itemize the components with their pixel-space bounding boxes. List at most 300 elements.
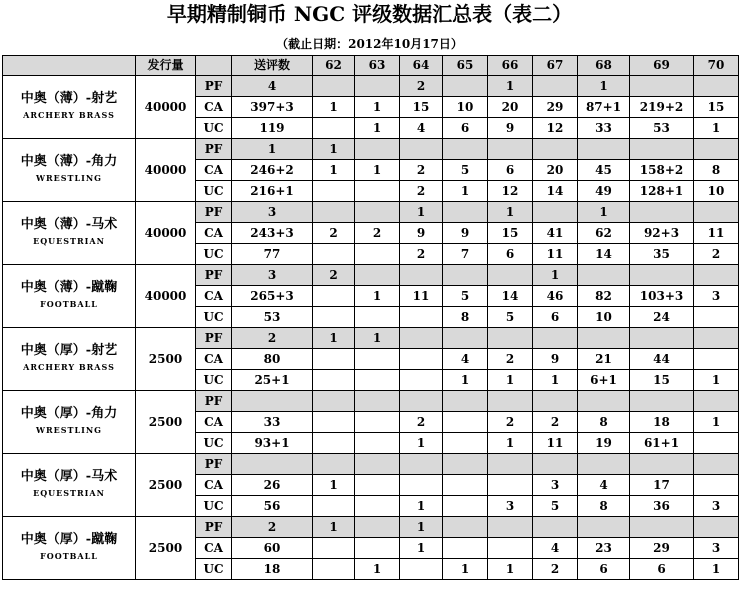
grade-count-cell — [488, 517, 533, 538]
grade-count-cell: 1 — [355, 328, 400, 349]
grade-count-cell — [488, 265, 533, 286]
submitted-count-cell: 265+3 — [232, 286, 313, 307]
table-row — [3, 139, 739, 160]
grade-count-cell — [313, 370, 355, 391]
grade-count-cell: 1 — [443, 370, 488, 391]
submitted-count-cell: 397+3 — [232, 97, 313, 118]
grade-count-cell: 1 — [443, 559, 488, 580]
submitted-count-cell: 4 — [232, 76, 313, 97]
grade-count-cell: 9 — [443, 223, 488, 244]
table-body — [3, 76, 739, 580]
table-row — [3, 391, 739, 412]
grade-type-cell: UC — [196, 370, 232, 391]
coin-name-chinese: 中奥（薄）-角力 — [20, 154, 118, 169]
grade-count-cell: 1 — [694, 370, 739, 391]
grade-count-cell: 3 — [694, 286, 739, 307]
table-row — [3, 202, 739, 223]
grade-type-cell: PF — [196, 139, 232, 160]
grade-count-cell: 6 — [630, 559, 694, 580]
table-row — [3, 517, 739, 538]
grade-count-cell: 3 — [533, 475, 578, 496]
grade-count-cell — [443, 433, 488, 454]
grade-count-cell — [443, 412, 488, 433]
grade-count-cell: 14 — [488, 286, 533, 307]
grade-count-cell — [355, 307, 400, 328]
grade-count-cell — [400, 475, 443, 496]
grade-count-cell — [694, 475, 739, 496]
grade-count-cell: 6 — [443, 118, 488, 139]
grade-count-cell — [533, 202, 578, 223]
coin-name-cell — [3, 517, 136, 580]
grade-count-cell: 14 — [578, 244, 630, 265]
grade-count-cell: 1 — [313, 328, 355, 349]
grade-count-cell — [313, 349, 355, 370]
coin-name-cell — [3, 265, 136, 328]
submitted-count-cell: 3 — [232, 265, 313, 286]
grade-type-cell: UC — [196, 118, 232, 139]
grade-count-cell — [313, 454, 355, 475]
coin-name-cell — [3, 454, 136, 517]
grade-count-cell: 2 — [488, 412, 533, 433]
grade-count-cell — [694, 433, 739, 454]
grade-count-cell: 23 — [578, 538, 630, 559]
grade-header: 66 — [488, 56, 533, 76]
grade-count-cell — [355, 265, 400, 286]
grade-count-cell: 1 — [355, 559, 400, 580]
grade-count-cell: 1 — [488, 202, 533, 223]
grade-count-cell: 3 — [694, 496, 739, 517]
grade-count-cell: 1 — [355, 160, 400, 181]
grade-count-cell: 1 — [400, 202, 443, 223]
grade-count-cell: 11 — [694, 223, 739, 244]
grade-type-cell: PF — [196, 391, 232, 412]
mintage-header: 发行量 — [136, 56, 196, 76]
mintage-cell: 2500 — [136, 328, 196, 391]
grade-type-cell: UC — [196, 307, 232, 328]
coin-name-english: EQUESTRIAN — [33, 236, 105, 246]
mintage-cell: 40000 — [136, 202, 196, 265]
submitted-count-cell: 1 — [232, 139, 313, 160]
grade-count-cell: 128+1 — [630, 181, 694, 202]
grade-count-cell — [630, 202, 694, 223]
grade-count-cell: 1 — [400, 433, 443, 454]
grade-count-cell: 29 — [533, 97, 578, 118]
grade-count-cell — [630, 139, 694, 160]
grade-count-cell: 4 — [400, 118, 443, 139]
grade-count-cell: 15 — [694, 97, 739, 118]
grade-count-cell: 2 — [313, 223, 355, 244]
grade-count-cell — [443, 391, 488, 412]
grade-count-cell — [355, 412, 400, 433]
grade-count-cell: 9 — [400, 223, 443, 244]
grade-count-cell — [533, 328, 578, 349]
grade-count-cell: 1 — [313, 475, 355, 496]
grade-count-cell: 3 — [694, 538, 739, 559]
grade-count-cell: 2 — [400, 76, 443, 97]
grade-count-cell: 1 — [313, 517, 355, 538]
grade-count-cell: 19 — [578, 433, 630, 454]
grade-count-cell: 29 — [630, 538, 694, 559]
grade-type-cell: CA — [196, 349, 232, 370]
grade-count-cell: 62 — [578, 223, 630, 244]
grade-count-cell — [443, 517, 488, 538]
grade-count-cell — [443, 496, 488, 517]
grade-count-cell: 36 — [630, 496, 694, 517]
grade-count-cell: 1 — [355, 286, 400, 307]
grade-type-cell: PF — [196, 265, 232, 286]
coin-name-chinese: 中奥（厚）-射艺 — [20, 343, 118, 358]
grade-count-cell — [313, 391, 355, 412]
grade-count-cell: 1 — [488, 370, 533, 391]
grade-count-cell — [400, 559, 443, 580]
grade-count-cell — [355, 76, 400, 97]
grade-count-cell — [578, 139, 630, 160]
grade-count-cell — [313, 76, 355, 97]
grade-count-cell: 11 — [533, 244, 578, 265]
grade-type-cell: CA — [196, 475, 232, 496]
submitted-count-cell: 60 — [232, 538, 313, 559]
submitted-count-cell: 2 — [232, 517, 313, 538]
grade-count-cell: 1 — [578, 76, 630, 97]
grade-count-cell: 33 — [578, 118, 630, 139]
grade-count-cell — [355, 370, 400, 391]
grade-count-cell: 1 — [533, 265, 578, 286]
submitted-count-cell: 56 — [232, 496, 313, 517]
grade-count-cell: 103+3 — [630, 286, 694, 307]
submitted-count-cell: 119 — [232, 118, 313, 139]
grade-count-cell — [533, 517, 578, 538]
mintage-cell: 2500 — [136, 391, 196, 454]
grade-count-cell — [400, 370, 443, 391]
submitted-count-cell: 216+1 — [232, 181, 313, 202]
grade-count-cell: 2 — [400, 244, 443, 265]
grade-count-cell — [694, 391, 739, 412]
coin-name-cell — [3, 391, 136, 454]
grade-header: 65 — [443, 56, 488, 76]
grade-count-cell — [694, 76, 739, 97]
grade-count-cell: 2 — [400, 412, 443, 433]
coin-name-chinese: 中奥（厚）-角力 — [20, 406, 118, 421]
coin-name-cell — [3, 328, 136, 391]
grade-count-cell: 53 — [630, 118, 694, 139]
grade-count-cell: 1 — [694, 118, 739, 139]
grade-type-cell: UC — [196, 496, 232, 517]
grade-count-cell — [630, 391, 694, 412]
grade-count-cell — [443, 454, 488, 475]
grade-header: 70 — [694, 56, 739, 76]
table-row — [3, 265, 739, 286]
grade-count-cell — [488, 538, 533, 559]
grade-count-cell: 2 — [533, 559, 578, 580]
grade-type-cell: CA — [196, 412, 232, 433]
grade-count-cell — [443, 202, 488, 223]
grade-count-cell: 1 — [694, 412, 739, 433]
grade-type-cell: PF — [196, 76, 232, 97]
grade-count-cell: 15 — [630, 370, 694, 391]
grade-count-cell: 87+1 — [578, 97, 630, 118]
grade-count-cell — [443, 328, 488, 349]
coin-name-english: ARCHERY BRASS — [23, 362, 115, 372]
grade-count-cell: 11 — [400, 286, 443, 307]
grade-count-cell: 2 — [355, 223, 400, 244]
grade-type-cell: UC — [196, 433, 232, 454]
grade-count-cell: 2 — [313, 265, 355, 286]
grade-count-cell — [313, 181, 355, 202]
grade-count-cell — [694, 265, 739, 286]
submitted-count-cell: 93+1 — [232, 433, 313, 454]
mintage-cell: 40000 — [136, 76, 196, 139]
grade-count-cell: 10 — [694, 181, 739, 202]
grade-count-cell — [355, 496, 400, 517]
grade-count-cell: 2 — [400, 181, 443, 202]
grade-count-cell: 44 — [630, 349, 694, 370]
grade-count-cell: 2 — [400, 160, 443, 181]
grade-header: 64 — [400, 56, 443, 76]
grade-count-cell: 61+1 — [630, 433, 694, 454]
grade-count-cell — [694, 307, 739, 328]
coin-name-chinese: 中奥（薄）-马术 — [20, 217, 118, 232]
submitted-count-cell: 3 — [232, 202, 313, 223]
grade-count-cell — [694, 454, 739, 475]
grade-count-cell: 2 — [694, 244, 739, 265]
grade-count-cell: 41 — [533, 223, 578, 244]
coin-name-cell — [3, 76, 136, 139]
grade-count-cell — [694, 349, 739, 370]
grade-count-cell: 219+2 — [630, 97, 694, 118]
grade-count-cell: 6 — [488, 160, 533, 181]
grade-count-cell — [355, 454, 400, 475]
grade-count-cell — [533, 76, 578, 97]
grade-count-cell — [313, 496, 355, 517]
grade-count-cell — [400, 391, 443, 412]
grade-count-cell: 3 — [488, 496, 533, 517]
grade-count-cell — [313, 118, 355, 139]
grade-count-cell — [578, 391, 630, 412]
grade-count-cell — [630, 454, 694, 475]
grade-count-cell — [400, 265, 443, 286]
grade-count-cell — [533, 454, 578, 475]
grade-count-cell — [443, 538, 488, 559]
coin-name-header — [3, 56, 136, 76]
coin-name-cell — [3, 139, 136, 202]
grade-count-cell: 14 — [533, 181, 578, 202]
grade-count-cell: 2 — [533, 412, 578, 433]
grade-type-cell: UC — [196, 244, 232, 265]
table-row — [3, 328, 739, 349]
mintage-cell: 2500 — [136, 454, 196, 517]
grade-count-cell: 92+3 — [630, 223, 694, 244]
grade-count-cell — [313, 538, 355, 559]
grade-count-cell: 17 — [630, 475, 694, 496]
grade-count-cell: 20 — [488, 97, 533, 118]
mintage-cell: 40000 — [136, 265, 196, 328]
grade-count-cell — [488, 391, 533, 412]
type-header — [196, 56, 232, 76]
coin-name-chinese: 中奥（薄）-射艺 — [20, 91, 118, 106]
submitted-count-cell: 246+2 — [232, 160, 313, 181]
submitted-count-cell: 243+3 — [232, 223, 313, 244]
grade-header: 63 — [355, 56, 400, 76]
grade-header: 68 — [578, 56, 630, 76]
grade-count-cell — [313, 307, 355, 328]
grade-count-cell: 4 — [578, 475, 630, 496]
grade-count-cell — [533, 391, 578, 412]
grade-count-cell: 1 — [488, 433, 533, 454]
grade-count-cell — [400, 349, 443, 370]
grade-count-cell: 1 — [355, 118, 400, 139]
grade-header: 62 — [313, 56, 355, 76]
grade-count-cell: 8 — [578, 412, 630, 433]
grade-count-cell — [488, 454, 533, 475]
grade-count-cell — [694, 517, 739, 538]
coin-name-english: FOOTBALL — [40, 299, 98, 309]
grade-type-cell: CA — [196, 160, 232, 181]
grade-count-cell — [313, 433, 355, 454]
grade-count-cell — [630, 265, 694, 286]
grade-count-cell — [313, 412, 355, 433]
submitted-count-cell: 33 — [232, 412, 313, 433]
grade-count-cell: 21 — [578, 349, 630, 370]
grade-count-cell: 2 — [488, 349, 533, 370]
grade-count-cell: 46 — [533, 286, 578, 307]
grade-count-cell — [400, 454, 443, 475]
grade-count-cell: 35 — [630, 244, 694, 265]
submitted-count-cell: 26 — [232, 475, 313, 496]
grade-type-cell: CA — [196, 223, 232, 244]
grade-count-cell: 1 — [694, 559, 739, 580]
grade-count-cell — [355, 433, 400, 454]
grade-count-cell: 11 — [533, 433, 578, 454]
grade-count-cell: 1 — [313, 160, 355, 181]
grade-count-cell: 1 — [443, 181, 488, 202]
submitted-count-cell: 77 — [232, 244, 313, 265]
grade-count-cell: 6 — [533, 307, 578, 328]
grade-count-cell: 12 — [533, 118, 578, 139]
grade-count-cell: 45 — [578, 160, 630, 181]
grade-count-cell: 158+2 — [630, 160, 694, 181]
submitted-count-cell — [232, 454, 313, 475]
grade-count-cell: 6 — [488, 244, 533, 265]
grade-count-cell — [355, 181, 400, 202]
grade-count-cell: 4 — [443, 349, 488, 370]
grade-count-cell: 8 — [443, 307, 488, 328]
table-row — [3, 76, 739, 97]
table-row — [3, 454, 739, 475]
grade-count-cell — [400, 307, 443, 328]
grade-count-cell — [578, 517, 630, 538]
grade-count-cell: 15 — [400, 97, 443, 118]
grade-count-cell — [694, 328, 739, 349]
grade-count-cell: 82 — [578, 286, 630, 307]
submitted-header: 送评数 — [232, 56, 313, 76]
grade-count-cell: 5 — [443, 286, 488, 307]
grade-count-cell — [355, 244, 400, 265]
grade-count-cell — [443, 139, 488, 160]
grade-count-cell: 10 — [578, 307, 630, 328]
grade-count-cell — [694, 202, 739, 223]
grade-count-cell — [488, 475, 533, 496]
grade-type-cell: PF — [196, 517, 232, 538]
submitted-count-cell — [232, 391, 313, 412]
coin-name-english: WRESTLING — [36, 173, 102, 183]
grade-count-cell: 49 — [578, 181, 630, 202]
grade-count-cell — [313, 202, 355, 223]
grade-count-cell: 1 — [488, 76, 533, 97]
grade-count-cell: 8 — [578, 496, 630, 517]
grade-count-cell: 5 — [443, 160, 488, 181]
coin-name-cell — [3, 202, 136, 265]
grade-type-cell: PF — [196, 328, 232, 349]
grade-count-cell — [443, 265, 488, 286]
grade-count-cell — [533, 139, 578, 160]
grade-type-cell: CA — [196, 286, 232, 307]
grade-count-cell: 1 — [313, 139, 355, 160]
submitted-count-cell: 80 — [232, 349, 313, 370]
coin-name-english: WRESTLING — [36, 425, 102, 435]
grade-count-cell — [313, 286, 355, 307]
grade-count-cell: 12 — [488, 181, 533, 202]
grade-type-cell: CA — [196, 97, 232, 118]
grade-count-cell — [443, 475, 488, 496]
grade-count-cell — [400, 139, 443, 160]
coin-name-english: EQUESTRIAN — [33, 488, 105, 498]
coin-name-english: FOOTBALL — [40, 551, 98, 561]
grade-count-cell: 1 — [578, 202, 630, 223]
grade-count-cell: 6+1 — [578, 370, 630, 391]
grade-count-cell: 20 — [533, 160, 578, 181]
grade-count-cell — [578, 265, 630, 286]
mintage-cell: 2500 — [136, 517, 196, 580]
grade-count-cell — [630, 517, 694, 538]
grade-count-cell: 1 — [488, 559, 533, 580]
grade-count-cell — [355, 517, 400, 538]
coin-name-chinese: 中奥（厚）-马术 — [20, 469, 118, 484]
grade-count-cell: 18 — [630, 412, 694, 433]
page-title: 早期精制铜币 NGC 评级数据汇总表（表二） — [166, 2, 573, 26]
grade-count-cell — [355, 538, 400, 559]
grade-count-cell — [313, 244, 355, 265]
grade-count-cell — [355, 202, 400, 223]
grade-count-cell — [400, 328, 443, 349]
grade-type-cell: CA — [196, 538, 232, 559]
grade-count-cell: 1 — [400, 517, 443, 538]
coin-name-english: ARCHERY BRASS — [23, 110, 115, 120]
cutoff-date: （截止日期：2012年10月17日） — [276, 37, 463, 51]
grade-count-cell: 1 — [400, 538, 443, 559]
grade-count-cell — [488, 328, 533, 349]
grade-count-cell: 6 — [578, 559, 630, 580]
grade-count-cell: 15 — [488, 223, 533, 244]
grade-count-cell — [313, 559, 355, 580]
grade-count-cell: 9 — [533, 349, 578, 370]
grade-count-cell: 1 — [400, 496, 443, 517]
coin-name-chinese: 中奥（薄）-蹴鞠 — [20, 280, 118, 295]
grade-count-cell — [630, 76, 694, 97]
grade-count-cell: 1 — [355, 97, 400, 118]
grading-summary-table — [2, 55, 739, 580]
grade-count-cell: 1 — [533, 370, 578, 391]
submitted-count-cell: 53 — [232, 307, 313, 328]
grade-count-cell: 9 — [488, 118, 533, 139]
grade-count-cell: 7 — [443, 244, 488, 265]
grade-type-cell: UC — [196, 559, 232, 580]
grade-count-cell: 5 — [488, 307, 533, 328]
coin-name-chinese: 中奥（厚）-蹴鞠 — [20, 532, 118, 547]
grade-count-cell: 24 — [630, 307, 694, 328]
grade-count-cell — [355, 391, 400, 412]
grade-count-cell — [578, 454, 630, 475]
grade-count-cell — [355, 349, 400, 370]
